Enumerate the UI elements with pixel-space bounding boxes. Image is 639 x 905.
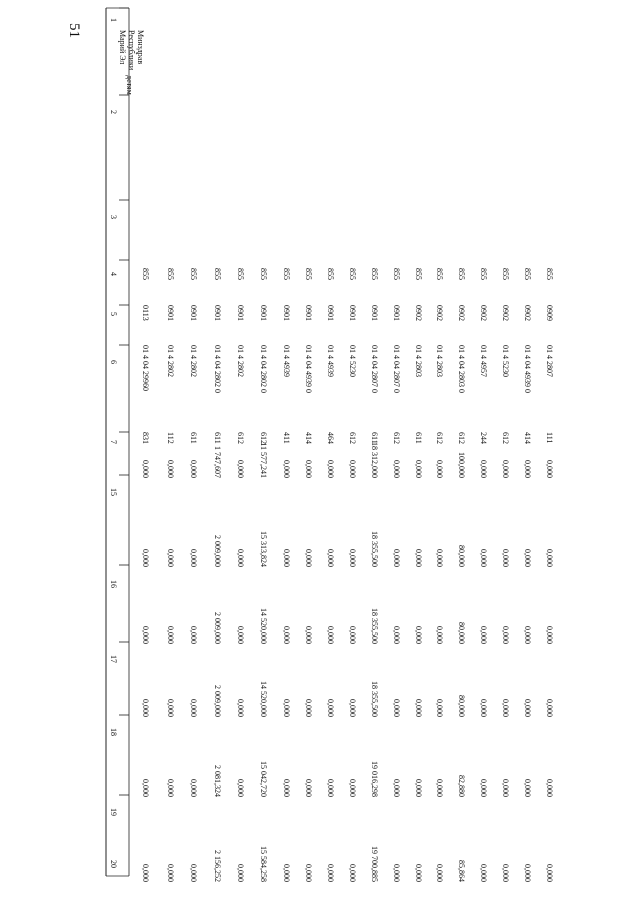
cell-c20: 0,000	[141, 864, 150, 882]
cell-c5: 0901	[166, 305, 175, 321]
cell-c5: 0901	[348, 305, 357, 321]
page-number: 51	[66, 23, 82, 38]
cell-c18: 0,000	[304, 699, 313, 717]
cell-c19: 0,000	[545, 779, 554, 797]
cell-c4: 855	[348, 268, 357, 280]
cell-c18: 0,000	[545, 699, 554, 717]
ministry-line-2: Республики	[127, 30, 137, 71]
cell-c6: 01 4 5230	[501, 345, 510, 377]
cell-c5: 0901	[213, 305, 222, 321]
cell-c5: 0902	[414, 305, 423, 321]
column-header: 17	[109, 655, 118, 663]
cell-c16: 0,000	[414, 549, 423, 567]
cell-c16: 0,000	[141, 549, 150, 567]
cell-c18: 0,000	[392, 699, 401, 717]
cell-c7: 111	[545, 432, 554, 444]
cell-c5: 0901	[370, 305, 379, 321]
cell-c16: 18 355,500	[370, 531, 379, 567]
cell-c4: 855	[141, 268, 150, 280]
column-header: 19	[109, 808, 118, 816]
cell-c16: 0,000	[501, 549, 510, 567]
cell-c20: 0,000	[282, 864, 291, 882]
cell-c16: 0,000	[326, 549, 335, 567]
cell-c6: 01 4 04 2802 0	[259, 345, 268, 393]
cell-c7: 244	[479, 432, 488, 444]
cell-c19: 0,000	[304, 779, 313, 797]
cell-c18: 0,000	[236, 699, 245, 717]
cell-c6: 01 4 2803	[414, 345, 423, 377]
cell-c4: 855	[435, 268, 444, 280]
cell-c4: 855	[545, 268, 554, 280]
column-header: 5	[109, 312, 118, 316]
cell-c17: 0,000	[348, 626, 357, 644]
cell-c18: 0,000	[435, 699, 444, 717]
cell-c17: 0,000	[501, 626, 510, 644]
cell-c4: 855	[370, 268, 379, 280]
cell-c19: 0,000	[479, 779, 488, 797]
cell-c4: 855	[282, 268, 291, 280]
cell-c6: 01 4 2807	[545, 345, 554, 377]
cell-c19: 0,000	[523, 779, 532, 797]
ministry-line-1: Минздрав	[136, 30, 145, 65]
cell-c17: 0,000	[523, 626, 532, 644]
cell-c5: 0902	[523, 305, 532, 321]
cell-c16: 0,000	[479, 549, 488, 567]
cell-c6: 01 4 04 4939 0	[523, 345, 532, 393]
cell-c18: 18 355,500	[370, 681, 379, 717]
cell-c19: 0,000	[166, 779, 175, 797]
cell-c18: 2 009,000	[213, 685, 222, 717]
column-header: 16	[109, 580, 118, 588]
cell-c19: 82,880	[457, 775, 466, 797]
column-header: 4	[109, 272, 118, 276]
cell-c15: 0,000	[236, 460, 245, 478]
column-header: 2	[109, 110, 118, 114]
cell-c18: 0,000	[189, 699, 198, 717]
cell-c4: 855	[166, 268, 175, 280]
cell-c15: 100,000	[457, 452, 466, 478]
cell-c5: 0901	[236, 305, 245, 321]
cell-c15: 11 577,241	[259, 442, 268, 478]
cell-c7: 831	[141, 432, 150, 444]
column-header: 20	[109, 860, 118, 868]
cell-c18: 0,000	[141, 699, 150, 717]
cell-c5: 0902	[501, 305, 510, 321]
cell-c5: 0902	[457, 305, 466, 321]
cell-c7: 611	[189, 432, 198, 444]
cell-c6: 01 4 5230	[348, 345, 357, 377]
cell-c20: 0,000	[326, 864, 335, 882]
cell-c4: 855	[414, 268, 423, 280]
cell-c5: 0901	[326, 305, 335, 321]
cell-c20: 0,000	[236, 864, 245, 882]
cell-c4: 855	[457, 268, 466, 280]
cell-c5: 0901	[304, 305, 313, 321]
column-header: 7	[109, 440, 118, 444]
cell-c6: 01 4 04 4939 0	[304, 345, 313, 393]
cell-c5: 0902	[479, 305, 488, 321]
cell-c19: 19 016,298	[370, 761, 379, 797]
cell-c19: 0,000	[392, 779, 401, 797]
cell-c5: 0909	[545, 305, 554, 321]
cell-c18: 0,000	[501, 699, 510, 717]
cell-c20: 85,864	[457, 860, 466, 882]
column-header: 6	[109, 360, 118, 364]
cell-c6: 01 4 4939	[282, 345, 291, 377]
cell-c15: 0,000	[189, 460, 198, 478]
cell-c5: 0901	[392, 305, 401, 321]
cell-c16: 0,000	[523, 549, 532, 567]
cell-c7: 612	[457, 432, 466, 444]
cell-c6: 01 4 04 29960	[141, 345, 150, 391]
cell-c7: 414	[304, 432, 313, 444]
cell-c7: 612	[236, 432, 245, 444]
cell-c4: 855	[523, 268, 532, 280]
cell-c6: 01 4 2803	[435, 345, 444, 377]
cell-c16: 0,000	[236, 549, 245, 567]
cell-c4: 855	[501, 268, 510, 280]
cell-c20: 0,000	[545, 864, 554, 882]
cell-c16: 15 313,824	[259, 531, 268, 567]
cell-c20: 0,000	[166, 864, 175, 882]
cell-c16: 2 009,000	[213, 535, 222, 567]
cell-c7: 612	[435, 432, 444, 444]
cell-c19: 0,000	[141, 779, 150, 797]
cell-c17: 0,000	[189, 626, 198, 644]
cell-c17: 0,000	[326, 626, 335, 644]
cell-c6: 01 4 04 2807 0	[392, 345, 401, 393]
column-header: 1	[109, 18, 118, 22]
cell-c20: 0,000	[414, 864, 423, 882]
cell-c17: 0,000	[479, 626, 488, 644]
cell-c7: 464	[326, 432, 335, 444]
cell-c17: 0,000	[236, 626, 245, 644]
cell-c16: 0,000	[348, 549, 357, 567]
cell-c7: 611	[213, 432, 222, 444]
cell-c20: 0,000	[304, 864, 313, 882]
cell-c19: 0,000	[282, 779, 291, 797]
cell-c6: 01 4 04 2807 0	[370, 345, 379, 393]
cell-c6: 01 4 4957	[479, 345, 488, 377]
cell-c7: 611	[414, 432, 423, 444]
cell-c18: 0,000	[326, 699, 335, 717]
cell-c15: 0,000	[166, 460, 175, 478]
cell-c16: 0,000	[282, 549, 291, 567]
cell-c4: 855	[326, 268, 335, 280]
cell-c15: 0,000	[304, 460, 313, 478]
cell-c16: 0,000	[435, 549, 444, 567]
cell-c16: 0,000	[166, 549, 175, 567]
cell-c19: 0,000	[348, 779, 357, 797]
cell-c20: 0,000	[523, 864, 532, 882]
column-header: 15	[109, 488, 118, 496]
cell-c15: 0,000	[348, 460, 357, 478]
cell-c20: 0,000	[435, 864, 444, 882]
cell-c17: 0,000	[304, 626, 313, 644]
cell-c5: 0901	[189, 305, 198, 321]
cell-c17: 0,000	[414, 626, 423, 644]
cell-c18: 0,000	[479, 699, 488, 717]
cell-c15: 0,000	[414, 460, 423, 478]
cell-c17: 2 009,000	[213, 612, 222, 644]
cell-c16: 0,000	[189, 549, 198, 567]
cell-c19: 0,000	[236, 779, 245, 797]
cell-c17: 0,000	[282, 626, 291, 644]
cell-c19: 0,000	[435, 779, 444, 797]
cell-c6: 01 4 2802	[236, 345, 245, 377]
cell-c7: 612	[259, 432, 268, 444]
cell-c15: 0,000	[141, 460, 150, 478]
cell-c20: 0,000	[348, 864, 357, 882]
cell-c6: 01 4 4939	[326, 345, 335, 377]
cell-c20: 19 700,885	[370, 846, 379, 882]
cell-c17: 18 355,500	[370, 608, 379, 644]
cell-c7: 112	[166, 432, 175, 444]
cell-c6: 01 4 2802	[189, 345, 198, 377]
cell-c18: 0,000	[166, 699, 175, 717]
cell-c19: 0,000	[501, 779, 510, 797]
cell-c5: 0902	[435, 305, 444, 321]
cell-c4: 855	[189, 268, 198, 280]
cell-c16: 0,000	[545, 549, 554, 567]
cell-c20: 0,000	[501, 864, 510, 882]
cell-c17: 0,000	[545, 626, 554, 644]
cell-c19: 0,000	[326, 779, 335, 797]
cell-c15: 1 747,607	[213, 446, 222, 478]
cell-c15: 0,000	[282, 460, 291, 478]
column-header: 3	[109, 215, 118, 219]
cell-c15: 0,000	[523, 460, 532, 478]
cell-c18: 0,000	[282, 699, 291, 717]
cell-c17: 0,000	[392, 626, 401, 644]
cell-c18: 14 520,000	[259, 681, 268, 717]
cell-c4: 855	[479, 268, 488, 280]
cell-c7: 612	[348, 432, 357, 444]
cell-c6: 01 4 04 2802 0	[213, 345, 222, 393]
cell-c17: 80,000	[457, 622, 466, 644]
cell-c5: 0113	[141, 305, 150, 321]
cell-c16: 0,000	[304, 549, 313, 567]
cell-c4: 855	[259, 268, 268, 280]
cell-c18: 0,000	[523, 699, 532, 717]
cell-c19: 0,000	[189, 779, 198, 797]
cell-c6: 01 4 04 2803 0	[457, 345, 466, 393]
cell-c16: 0,000	[392, 549, 401, 567]
cell-c4: 855	[213, 268, 222, 280]
row-label-detyam: детям	[125, 75, 134, 95]
cell-c15: 0,000	[479, 460, 488, 478]
cell-c7: 411	[282, 432, 291, 444]
cell-c15: 0,000	[435, 460, 444, 478]
cell-c7: 612	[392, 432, 401, 444]
cell-c5: 0901	[282, 305, 291, 321]
cell-c20: 15 584,258	[259, 846, 268, 882]
cell-c17: 14 520,000	[259, 608, 268, 644]
cell-c15: 0,000	[392, 460, 401, 478]
cell-c6: 01 4 2802	[166, 345, 175, 377]
cell-c17: 0,000	[141, 626, 150, 644]
cell-c15: 0,000	[545, 460, 554, 478]
cell-c18: 0,000	[348, 699, 357, 717]
cell-c5: 0901	[259, 305, 268, 321]
cell-c18: 80,000	[457, 695, 466, 717]
cell-c7: 611	[370, 432, 379, 444]
cell-c4: 855	[392, 268, 401, 280]
cell-c20: 0,000	[189, 864, 198, 882]
cell-c7: 414	[523, 432, 532, 444]
cell-c20: 0,000	[479, 864, 488, 882]
column-header: 18	[109, 728, 118, 736]
cell-c19: 2 081,324	[213, 765, 222, 797]
ministry-line-3: Марий Эл	[118, 30, 128, 65]
cell-c20: 2 156,252	[213, 850, 222, 882]
cell-c4: 855	[236, 268, 245, 280]
ministry-name	[117, 30, 144, 70]
cell-c20: 0,000	[392, 864, 401, 882]
cell-c4: 855	[304, 268, 313, 280]
cell-c7: 612	[501, 432, 510, 444]
cell-c15: 0,000	[326, 460, 335, 478]
cell-c16: 80,000	[457, 545, 466, 567]
cell-c18: 0,000	[414, 699, 423, 717]
cell-c19: 0,000	[414, 779, 423, 797]
cell-c19: 15 042,720	[259, 761, 268, 797]
cell-c17: 0,000	[435, 626, 444, 644]
cell-c15: 18 312,000	[370, 442, 379, 478]
cell-c15: 0,000	[501, 460, 510, 478]
cell-c17: 0,000	[166, 626, 175, 644]
